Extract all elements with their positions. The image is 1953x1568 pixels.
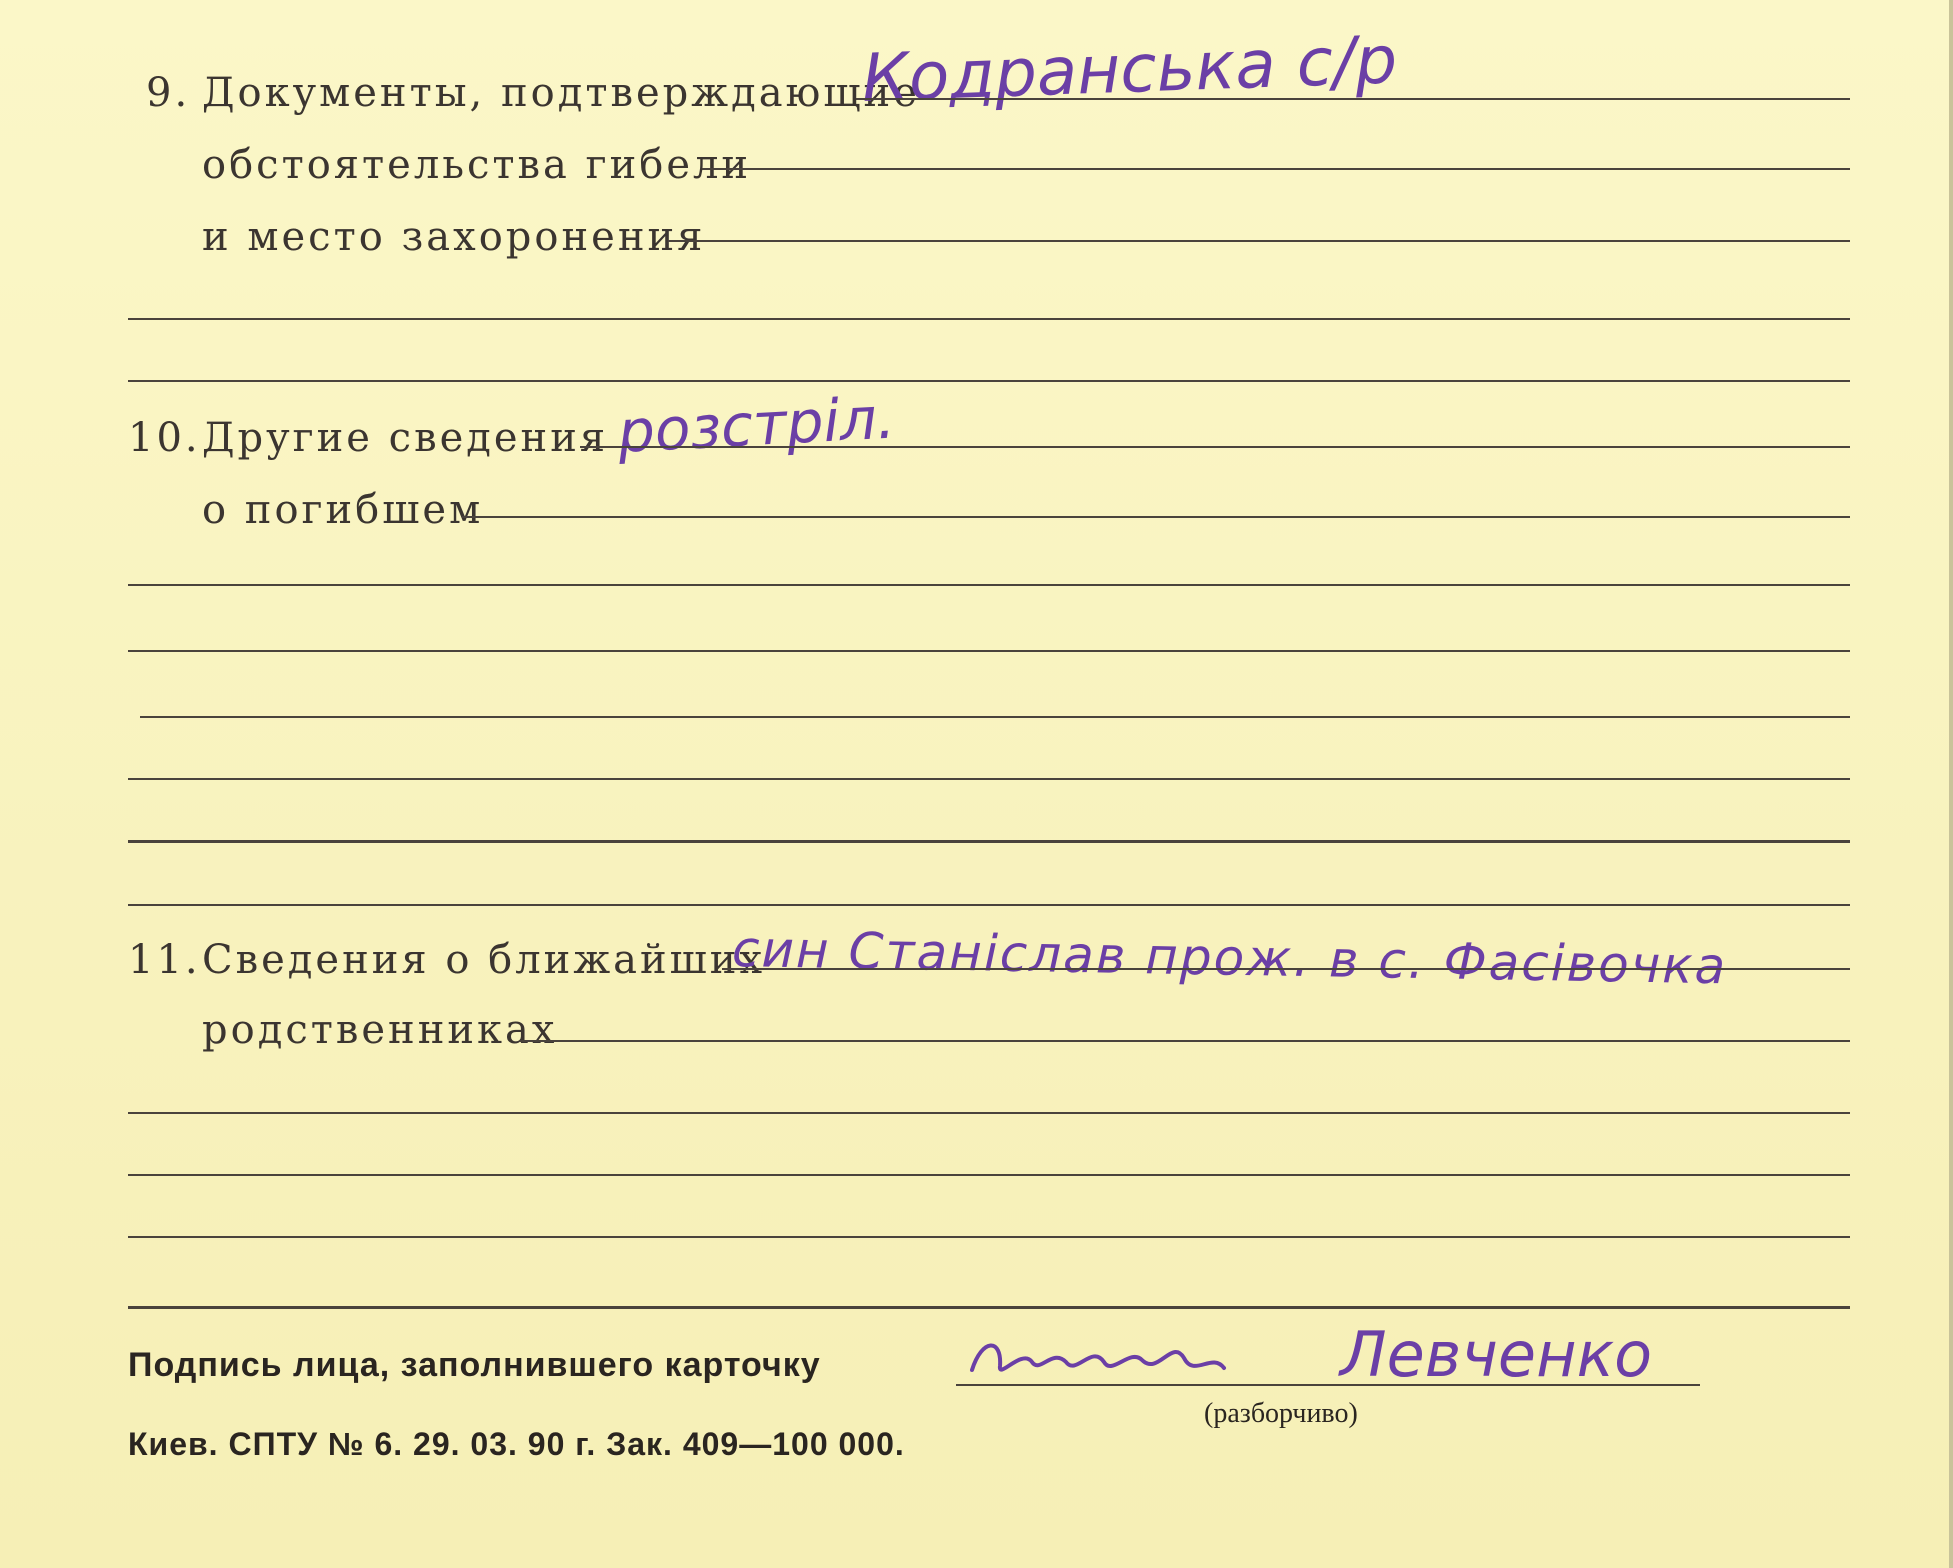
field10-label-line1: Другие сведения <box>202 415 609 461</box>
field10-rule-1 <box>580 446 1850 448</box>
field10-rule-7 <box>128 840 1850 843</box>
field10-rule-8 <box>128 904 1850 906</box>
field11-label-line2: родственниках <box>202 1007 558 1053</box>
field11-rule-2 <box>520 1040 1850 1042</box>
print-imprint: Киев. СПТУ № 6. 29. 03. 90 г. Зак. 409—100 000. <box>128 1426 905 1462</box>
field11-number: 11. <box>128 937 201 983</box>
field9-handwritten-value: Кодранська с/р <box>860 21 1399 117</box>
field9-number: 9. <box>146 70 191 116</box>
field11-label-line1: Сведения о ближайших <box>202 937 766 983</box>
signature-scribble <box>962 1318 1342 1398</box>
field9-rule-1 <box>856 98 1850 100</box>
field11-rule-6 <box>128 1306 1850 1309</box>
field11-handwritten-value: син Станіслав прож. в с. Фасівочка <box>731 920 1728 996</box>
field11-rule-4 <box>128 1174 1850 1176</box>
field9-label-line1: Документы, подтверждающие <box>202 70 920 116</box>
field9-rule-4 <box>128 318 1850 320</box>
field10-rule-6 <box>128 778 1850 780</box>
field10-label-line2: о погибшем <box>202 487 484 533</box>
field10-rule-2 <box>462 516 1850 518</box>
field9-rule-2 <box>702 168 1850 170</box>
field9-label-line2: обстоятельства гибели <box>202 142 752 188</box>
field11-rule-1 <box>722 968 1850 970</box>
field10-rule-4 <box>128 650 1850 652</box>
field10-rule-3 <box>128 584 1850 586</box>
signature-rule <box>956 1384 1700 1386</box>
field11-rule-3 <box>128 1112 1850 1114</box>
field10-rule-5 <box>140 716 1850 718</box>
signature-name: Левченко <box>1340 1318 1652 1391</box>
field9-rule-3 <box>668 240 1850 242</box>
field9-rule-5 <box>128 380 1850 382</box>
field10-handwritten-value: розстріл. <box>616 383 897 466</box>
signature-label: Подпись лица, заполнившего карточку <box>128 1346 821 1384</box>
field11-rule-5 <box>128 1236 1850 1238</box>
signature-note: (разборчиво) <box>1204 1398 1358 1429</box>
field9-label-line3: и место захоронения <box>202 214 706 260</box>
field10-number: 10. <box>128 415 201 461</box>
